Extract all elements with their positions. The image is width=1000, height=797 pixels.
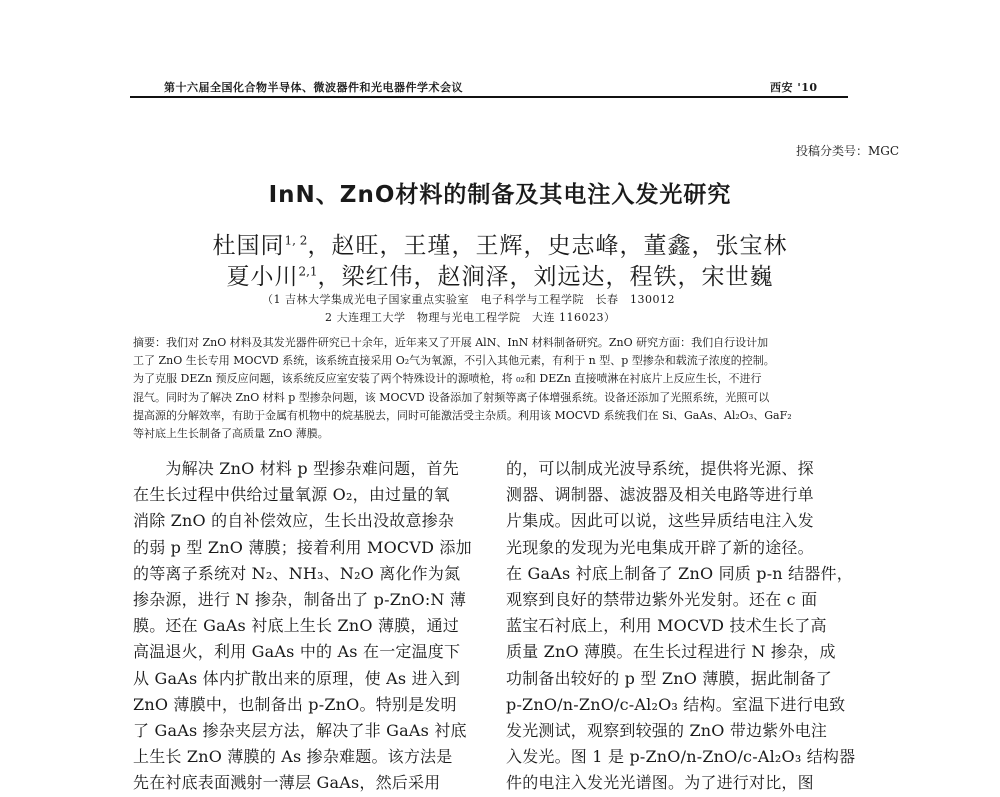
- body-line: 入发光。图 1 是 p-ZnO/n-ZnO/c-Al₂O₃ 结构器: [506, 747, 856, 767]
- body-column-left: [133, 456, 489, 797]
- body-line: 光现象的发现为光电集成开辟了新的途径。: [506, 537, 814, 557]
- body-line: 为解决 ZnO 材料 p 型掺杂难问题，首先: [133, 459, 459, 478]
- body-line: 观察到良好的禁带边紫外光发射。还在 c 面: [506, 590, 818, 610]
- body-line: 质量 ZnO 薄膜。在生长过程进行 N 掺杂，成: [506, 642, 836, 662]
- abstract-line: 摘要：我们对 ZnO 材料及其发光器件研究已十余年，近年来又了开展 AlN、InN 材料制备研究。ZnO 研究方面：我们自行设计加: [133, 336, 769, 349]
- paper-title: InN、ZnO材料的制备及其电注入发光研究: [268, 182, 732, 208]
- body-line: 膜。还在 GaAs 衬底上生长 ZnO 薄膜，通过: [133, 616, 459, 636]
- body-line: 的等离子系统对 N₂、NH₃、N₂O 离化作为氮: [133, 563, 461, 583]
- abstract: [133, 334, 857, 443]
- body-line: 的弱 p 型 ZnO 薄膜；接着利用 MOCVD 添加: [133, 537, 472, 557]
- abstract-line: 工了 ZnO 生长专用 MOCVD 系统，该系统直接采用 O₂气为氧源，不引入其他元素，有利于 n 型、p 型掺杂和载流子浓度的控制。: [133, 354, 775, 368]
- co-authors: ，赵旺，王瑾，王辉，史志峰，董鑫，张宝林: [307, 233, 788, 259]
- body-line: 功制备出较好的 p 型 ZnO 薄膜，据此制备了: [506, 668, 832, 688]
- author-line-1: [0, 227, 1000, 260]
- first-author-affiliation-mark: 1, 2: [284, 233, 308, 248]
- body-column-right: [506, 456, 862, 797]
- author-name: 夏小川: [226, 264, 299, 290]
- body-line: p-ZnO/n-ZnO/c-Al₂O₃ 结构。室温下进行电致: [506, 694, 846, 714]
- body-line: 上生长 ZnO 薄膜的 As 掺杂难题。该方法是: [133, 747, 453, 767]
- abstract-line: 为了克服 DEZn 预反应问题，该系统反应室安装了两个特殊设计的源喷枪，将 ₀₂和 DEZn 直接喷淋在衬底片上反应生长，不进行: [133, 372, 762, 386]
- author-line-2: [0, 258, 1000, 291]
- body-line: 蓝宝石衬底上，利用 MOCVD 技术生长了高: [506, 616, 827, 636]
- classification-number: 投稿分类号：MGC: [796, 144, 900, 158]
- header-rule: [130, 96, 848, 98]
- body-line: 了 GaAs 掺杂夹层方法，解决了非 GaAs 衬底: [133, 721, 467, 741]
- abstract-line: 混气。同时为了解决 ZnO 材料 p 型掺杂问题，该 MOCVD 设备添加了射频等离子体增强系统。设备还添加了光照系统，光照可以: [133, 390, 770, 404]
- running-header-location: 西安 '10: [770, 81, 818, 94]
- body-line: 在 GaAs 衬底上制备了 ZnO 同质 p-n 结器件，: [506, 563, 853, 583]
- body-line: 件的电注入发光光谱图。为了进行对比，图: [506, 773, 814, 793]
- affiliation-1: （1 吉林大学集成光电子国家重点实验室 电子科学与工程学院 长春 130012: [262, 293, 675, 306]
- co-authors: ，梁红伟，赵涧泽，刘远达，程铁，宋世巍: [317, 264, 774, 290]
- body-line: 发光测试，观察到较强的 ZnO 带边紫外电注: [506, 721, 828, 741]
- body-line: 掺杂源，进行 N 掺杂，制备出了 p-ZnO:N 薄: [133, 590, 467, 610]
- body-line: ZnO 薄膜中，也制备出 p-ZnO。特别是发明: [133, 694, 457, 714]
- body-line: 片集成。因此可以说，这些异质结电注入发: [506, 511, 814, 531]
- body-line: 在生长过程中供给过量氧源 O₂，由过量的氧: [133, 485, 450, 505]
- abstract-line: 等衬底上生长制备了高质量 ZnO 薄膜。: [133, 427, 329, 441]
- body-line: 的，可以制成光波导系统，提供将光源、探: [506, 459, 814, 478]
- author-affiliation-mark: 2,1: [298, 264, 318, 279]
- body-line: 消除 ZnO 的自补偿效应，生长出没故意掺杂: [133, 511, 455, 531]
- abstract-line: 提高源的分解效率，有助于金属有机物中的烷基脱去，同时可能激活受主杂质。利用该 MOCVD 系统我们在 Si、GaAs、Al₂O₃、GaF₂: [133, 408, 792, 422]
- running-header-conference: 第十六届全国化合物半导体、微波器件和光电器件学术会议: [164, 81, 463, 94]
- body-line: 从 GaAs 体内扩散出来的原理，使 As 进入到: [133, 668, 461, 688]
- body-line: 测器、调制器、滤波器及相关电路等进行单: [506, 485, 814, 505]
- first-author-name: 杜国同: [212, 233, 285, 259]
- body-line: 高温退火，利用 GaAs 中的 As 在一定温度下: [133, 642, 461, 662]
- body-line: 先在衬底表面溅射一薄层 GaAs，然后采用: [133, 773, 441, 793]
- affiliation-2: 2 大连理工大学 物理与光电工程学院 大连 116023）: [325, 311, 616, 324]
